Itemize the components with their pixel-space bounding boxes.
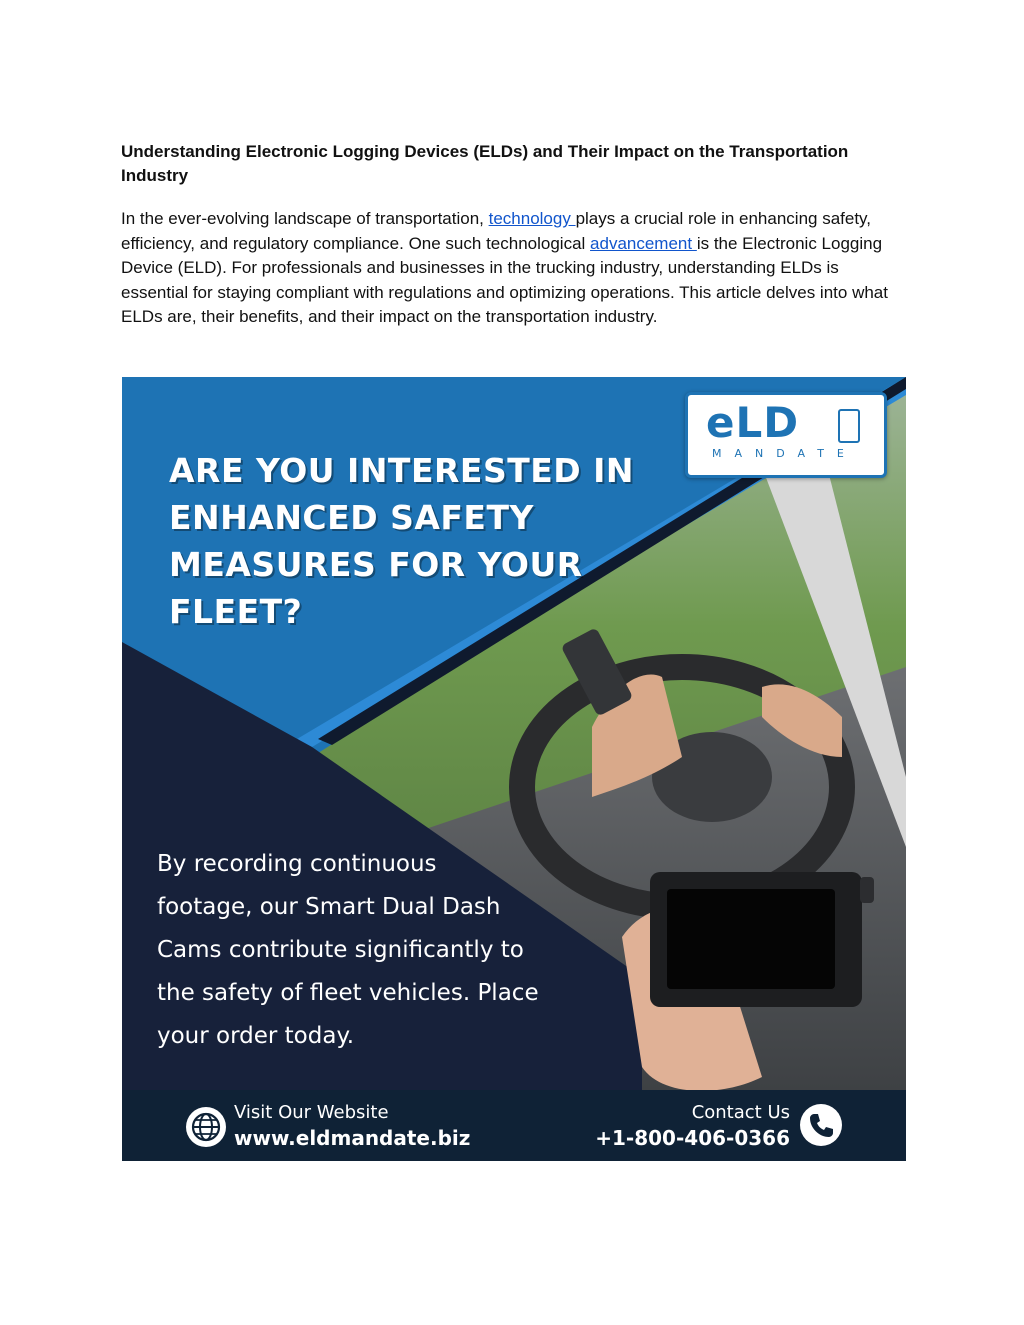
globe-icon	[186, 1107, 226, 1147]
body-line: Cams contribute significantly to	[157, 937, 524, 963]
website-url[interactable]: www.eldmandate.biz	[234, 1126, 471, 1150]
body-line: your order today.	[157, 1023, 355, 1049]
article-title: Understanding Electronic Logging Devices (ELDs) and Their Impact on the Transportation Industry	[121, 142, 849, 185]
banner-headline	[169, 447, 639, 635]
dash-cam-screen	[667, 889, 835, 989]
logo-device-icon	[838, 409, 860, 443]
body-line: the safety of fleet vehicles. Place	[157, 980, 539, 1006]
article-intro	[121, 207, 906, 330]
phone-icon	[800, 1104, 842, 1146]
headline-line: MEASURES FOR YOUR	[169, 545, 583, 584]
intro-text-2: plays a crucial role in enhancing safety, efficiency, and regulatory compliance. One such technological	[121, 209, 872, 253]
logo-subtitle: MANDATE	[712, 447, 857, 460]
body-line: footage, our Smart Dual Dash	[157, 894, 501, 920]
banner-footer	[122, 1090, 906, 1161]
headline-line: ENHANCED SAFETY	[169, 498, 534, 537]
headline-line: ARE YOU INTERESTED IN	[169, 451, 635, 490]
intro-text-1: In the ever-evolving landscape of transportation,	[121, 209, 489, 228]
contact-label: Contact Us	[691, 1102, 790, 1123]
headline-line: FLEET?	[169, 592, 303, 631]
logo-word: eLD	[706, 398, 800, 447]
body-line: By recording continuous	[157, 851, 437, 877]
advancement-link[interactable]: advancement	[590, 233, 697, 253]
banner-body-copy	[157, 843, 607, 1058]
technology-link[interactable]: technology	[488, 209, 576, 228]
promo-banner	[122, 377, 906, 1161]
dash-cam-knob	[860, 877, 874, 903]
intro-text-3: is the Electronic Logging Device (ELD). For professionals and businesses in the trucking industry, understanding ELDs is essential for staying compliant with regulations and optimizing operations. This article delves into what ELDs are, their benefits, and their impact on the transportation industry.	[121, 233, 888, 326]
eld-mandate-logo	[685, 392, 887, 478]
phone-number[interactable]: +1-800-406-0366	[595, 1126, 790, 1150]
visit-website-label: Visit Our Website	[234, 1102, 389, 1123]
